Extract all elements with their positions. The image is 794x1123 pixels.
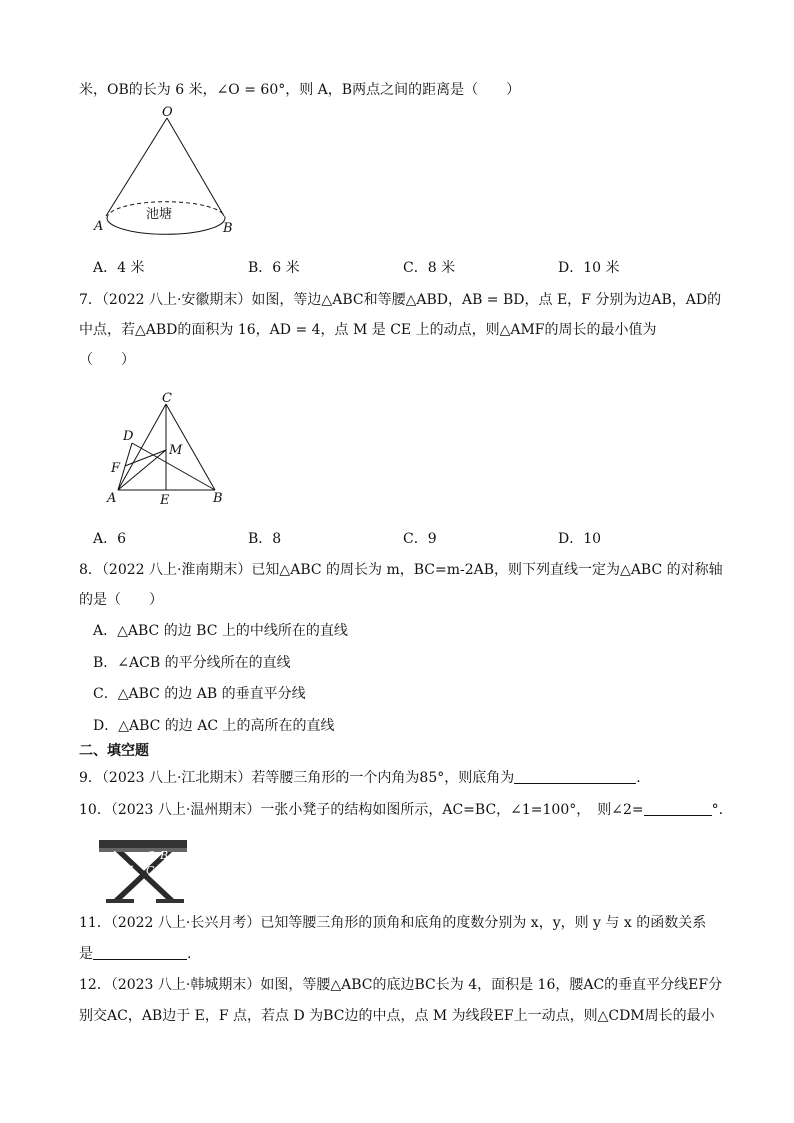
q12-stem-line2: 别交AC，AB边于 E，F 点，若点 D 为BC边的中点，点 M 为线段EF上一动点，则△CDM周长的最小 — [79, 1008, 715, 1024]
q8-stem-line1: 8．（2022 八上·淮南期末）已知△ABC 的周长为 m，BC=m-2AB，则下列直线一定为△ABC 的对称轴 — [79, 562, 723, 578]
q10-tail: °. — [711, 802, 724, 818]
q10-label-1: 1 — [128, 864, 135, 877]
q7-option-c: C．9 — [403, 531, 437, 547]
q8-option-c: C．△ABC 的边 AB 的垂直平分线 — [93, 686, 306, 702]
q9-line — [79, 768, 641, 788]
q6-label-pond: 池塘 — [146, 207, 173, 222]
q10-label-b: B — [160, 849, 169, 862]
q7-stem-line3: （ ） — [79, 352, 135, 368]
q10-answer-blank[interactable] — [644, 801, 712, 816]
q7-label-e: E — [160, 493, 170, 508]
q7-stem-line2: 中点，若△ABD的面积为 16，AD = 4，点 M 是 CE 上的动点，则△AMF的周长的最小值为 — [79, 322, 657, 338]
q9-answer-blank[interactable] — [514, 769, 636, 784]
q10-label-a: A — [110, 849, 118, 862]
q11-line2 — [79, 944, 191, 964]
q8-option-a: A．△ABC 的边 BC 上的中线所在的直线 — [93, 623, 348, 639]
section-heading-fill-in: 二、填空题 — [79, 743, 149, 759]
q7-label-c: C — [162, 391, 172, 406]
q6-label-a: A — [94, 219, 104, 234]
q7-option-b: B．8 — [248, 531, 282, 547]
q7-label-a: A — [107, 491, 117, 506]
q7-label-b: B — [213, 491, 223, 506]
q11-answer-blank[interactable] — [93, 945, 187, 960]
q6-option-c: C．8 米 — [403, 260, 456, 276]
q7-label-f: F — [111, 461, 121, 476]
q10-label-2: 2 — [148, 849, 155, 862]
q7-stem-line1: 7．（2022 八上·安徽期末）如图，等边△ABC和等腰△ABD，AB = BD，点 E，F 分别为边AB，AD的 — [79, 292, 722, 308]
q8-stem-line2: 的是（ ） — [79, 592, 163, 608]
q7-label-m: M — [169, 443, 183, 458]
q6-stem-tail: 米，OB的长为 6 米，∠O = 60°，则 A，B两点之间的距离是（ ） — [79, 82, 521, 98]
q10-line — [79, 800, 723, 820]
q6-label-o: O — [162, 105, 173, 120]
q7-option-a: A．6 — [93, 531, 127, 547]
q8-option-d: D．△ABC 的边 AC 上的高所在的直线 — [93, 718, 335, 734]
q6-cone-figure — [90, 106, 250, 241]
q7-label-d: D — [123, 429, 134, 444]
q11-text-line2: 是 — [79, 946, 93, 962]
q10-stool-figure — [98, 837, 198, 907]
q11-tail: . — [187, 946, 192, 962]
q10-label-c: C — [146, 864, 155, 877]
q9-text: 9．（2023 八上·江北期末）若等腰三角形的一个内角为85°，则底角为 — [79, 770, 515, 786]
q6-option-d: D．10 米 — [558, 260, 620, 276]
q7-option-d: D．10 — [558, 531, 602, 547]
q7-triangle-figure — [105, 392, 235, 512]
q11-stem-line1: 11．（2022 八上·长兴月考）已知等腰三角形的顶角和底角的度数分别为 x，y，则 y 与 x 的函数关系 — [79, 915, 707, 931]
q6-label-b: B — [223, 221, 233, 236]
q6-option-a: A．4 米 — [93, 260, 145, 276]
q10-text: 10．（2023 八上·温州期末）一张小凳子的结构如图所示，AC=BC，∠1=100°， 则∠2= — [79, 802, 644, 818]
q9-tail: . — [636, 770, 641, 786]
q12-stem-line1: 12．（2023 八上·韩城期末）如图，等腰△ABC的底边BC长为 4，面积是 16，腰AC的垂直平分线EF分 — [79, 977, 723, 993]
q6-option-b: B．6 米 — [248, 260, 300, 276]
q8-option-b: B．∠ACB 的平分线所在的直线 — [93, 655, 291, 671]
